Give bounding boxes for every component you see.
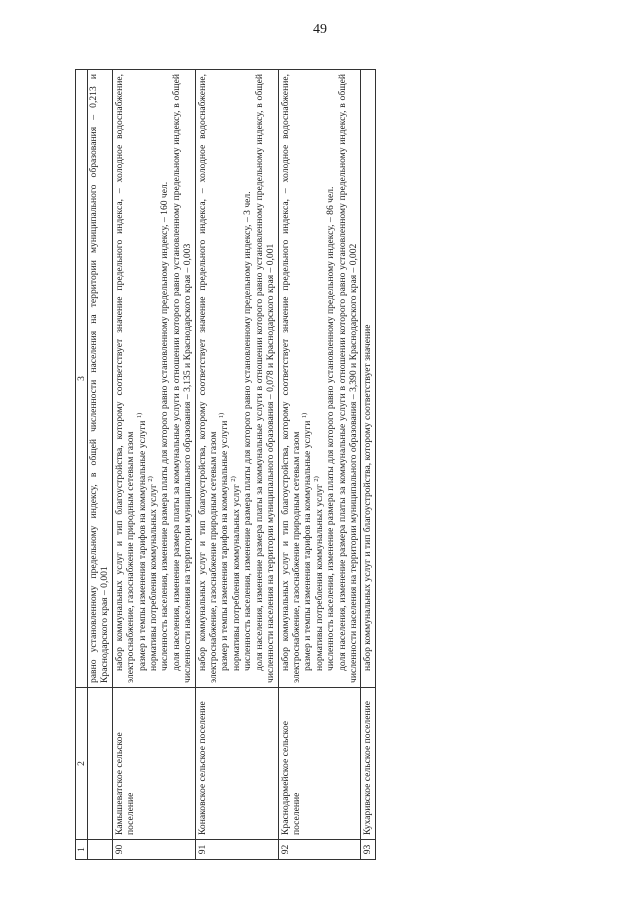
header-col-1: 1 xyxy=(76,840,88,860)
footnote-mark: 1) xyxy=(135,412,143,419)
table-row xyxy=(278,70,361,860)
settlement-name: Краснодармейское сельское поселение xyxy=(278,688,361,840)
table-row xyxy=(361,70,375,860)
row-number: 90 xyxy=(112,840,195,860)
table-row-continuation xyxy=(88,70,113,860)
data-table xyxy=(75,69,376,860)
settlement-name: Конаковское сельское поселение xyxy=(195,688,278,840)
row-description: набор коммунальных услуг и тип благоустройства, которому соответствует значение предельного индекса, – холодное водоснабжение, электроснабжение, газоснабжение природным сетевым газом размер и темпы изменения тарифов на коммунальные услуги $^{1)}$ нормативы потребления коммунальных услуг $^{2)}$ численность населения, изменение размера платы для которого равно установленному предельному индексу, – 3 чел. доля населения, изменение размера платы за коммунальные услуги в отношении которого равно установленному предельному индексу, в общей численности населения на территории муниципального образования – 0,078 и Краснодарского края – 0,001 xyxy=(195,70,278,688)
row-number: 93 xyxy=(361,840,375,860)
rotated-table-container xyxy=(75,70,582,860)
settlement-name: Кухаривское сельское поселение xyxy=(361,688,375,840)
page-number: 49 xyxy=(313,22,327,37)
footnote-mark: 1) xyxy=(301,412,309,419)
settlement-name: Камышеватское сельское поселение xyxy=(112,688,195,840)
footnote-mark: 2) xyxy=(229,476,237,482)
row-number: 92 xyxy=(278,840,361,860)
continuation-text: равно установленному предельному индексу, в общей численности населения на территории муниципального образования – 0,213 и Краснодарского края – 0,001 xyxy=(88,74,111,683)
row-number: 91 xyxy=(195,840,278,860)
row-description: набор коммунальных услуг и тип благоустройства, которому соответствует значение предельного индекса, – холодное водоснабжение, электроснабжение, газоснабжение природным сетевым газом размер и темпы изменения тарифов на коммунальные услуги $^{1)}$ нормативы потребления коммунальных услуг $^{2)}$ численность населения, изменение размера платы для которого равно установленному предельному индексу, – 86 чел. доля населения, изменение размера платы за коммунальные услуги в отношении которого равно установленному предельному индексу, в общей численности населения на территории муниципального образования – 3,390 и Краснодарского края – 0,002 xyxy=(278,70,361,688)
row-description: набор коммунальных услуг и тип благоустройства, которому соответствует значение предельного индекса, – холодное водоснабжение, электроснабжение, газоснабжение природным сетевым газом размер и темпы изменения тарифов на коммунальные услуги $^{1)}$ нормативы потребления коммунальных услуг $^{2)}$ численность населения, изменение размера платы для которого равно установленному предельному индексу, – 160 чел. доля населения, изменение размера платы за коммунальные услуги в отношении которого равно установленному предельному индексу, в общей численности населения на территории муниципального образования – 3,135 и Краснодарского края – 0,003 xyxy=(112,70,195,688)
header-col-2: 2 xyxy=(76,688,88,840)
table-row xyxy=(195,70,278,860)
footnote-mark: 2) xyxy=(146,476,154,482)
header-col-3: 3 xyxy=(76,70,88,688)
footnote-mark: 1) xyxy=(218,412,226,419)
footnote-mark: 2) xyxy=(312,476,320,482)
row-description: набор коммунальных услуг и тип благоустройства, которому соответствует значение xyxy=(361,70,375,688)
table-row xyxy=(112,70,195,860)
table-header-row xyxy=(76,70,88,860)
